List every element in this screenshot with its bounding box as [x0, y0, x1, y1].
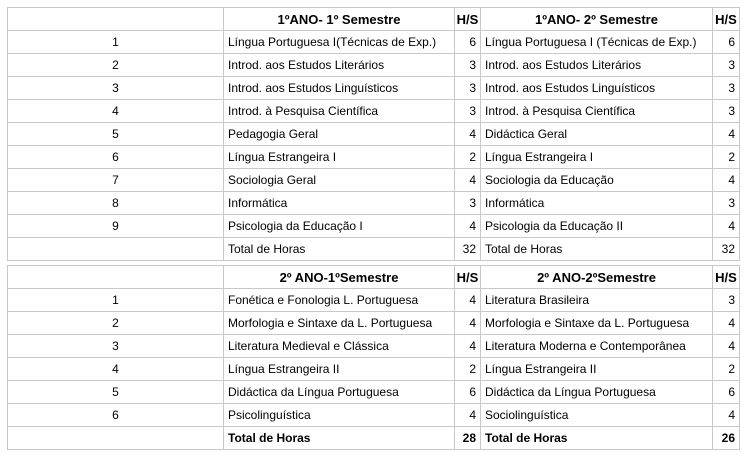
year1-sem1-hs-header[interactable]: H/S	[455, 8, 481, 31]
year1-row-number[interactable]: 4	[8, 100, 224, 123]
year2-sem2-hs-header[interactable]: H/S	[713, 266, 740, 289]
table-row	[8, 358, 740, 381]
year2-sem1-hours[interactable]: 4	[455, 404, 481, 427]
year1-sem2-hours[interactable]: 3	[713, 77, 740, 100]
year2-row-number[interactable]: 1	[8, 289, 224, 312]
year1-sem1-hours[interactable]: 3	[455, 192, 481, 215]
year1-sem2-subject[interactable]: Sociologia da Educação	[481, 169, 713, 192]
year1-sem1-subject[interactable]: Pedagogia Geral	[224, 123, 455, 146]
year1-sem2-total-hours[interactable]: 32	[713, 238, 740, 261]
year1-sem1-hours[interactable]: 3	[455, 77, 481, 100]
year1-sem1-subject[interactable]: Sociologia Geral	[224, 169, 455, 192]
year2-sem2-total-label[interactable]: Total de Horas	[481, 427, 713, 450]
year1-sem2-hours[interactable]: 4	[713, 169, 740, 192]
year2-sem2-subject[interactable]: Morfologia e Sintaxe da L. Portuguesa	[481, 312, 713, 335]
year2-sem1-subject[interactable]: Fonética e Fonologia L. Portuguesa	[224, 289, 455, 312]
year2-header-row	[8, 266, 740, 289]
year1-sem2-total-label[interactable]: Total de Horas	[481, 238, 713, 261]
year1-row-number[interactable]: 5	[8, 123, 224, 146]
year1-row-number[interactable]: 7	[8, 169, 224, 192]
year1-header-row	[8, 8, 740, 31]
year1-sem1-hours[interactable]: 4	[455, 215, 481, 238]
year2-sem1-subject[interactable]: Didáctica da Língua Portuguesa	[224, 381, 455, 404]
year2-total-empty[interactable]	[8, 427, 224, 450]
year1-sem1-hours[interactable]: 2	[455, 146, 481, 169]
year1-row-number[interactable]: 1	[8, 31, 224, 54]
year1-sem2-subject[interactable]: Língua Portuguesa I (Técnicas de Exp.)	[481, 31, 713, 54]
year2-sem2-hours[interactable]: 4	[713, 404, 740, 427]
year2-row-number[interactable]: 4	[8, 358, 224, 381]
year2-sem2-hours[interactable]: 6	[713, 381, 740, 404]
year1-sem1-hours[interactable]: 4	[455, 169, 481, 192]
year1-sem2-hours[interactable]: 6	[713, 31, 740, 54]
year2-sem1-hours[interactable]: 4	[455, 289, 481, 312]
year1-row-number[interactable]: 8	[8, 192, 224, 215]
year1-sem1-total-label[interactable]: Total de Horas	[224, 238, 455, 261]
year2-sem2-hours[interactable]: 3	[713, 289, 740, 312]
year2-total-row	[8, 427, 740, 450]
year1-sem1-subject[interactable]: Introd. aos Estudos Literários	[224, 54, 455, 77]
table-row	[8, 404, 740, 427]
year1-sem2-subject[interactable]: Introd. à Pesquisa Científica	[481, 100, 713, 123]
year2-sem1-header[interactable]: 2º ANO-1ºSemestre	[224, 266, 455, 289]
table-row	[8, 192, 740, 215]
year1-sem2-hours[interactable]: 3	[713, 54, 740, 77]
table-row	[8, 146, 740, 169]
table-row	[8, 335, 740, 358]
year2-sem1-subject[interactable]: Literatura Medieval e Clássica	[224, 335, 455, 358]
curriculum-sheet	[7, 7, 740, 450]
year1-sem1-hours[interactable]: 3	[455, 54, 481, 77]
table-row	[8, 54, 740, 77]
year2-sem2-subject[interactable]: Didáctica da Língua Portuguesa	[481, 381, 713, 404]
year1-row-number[interactable]: 2	[8, 54, 224, 77]
year1-sem2-hours[interactable]: 2	[713, 146, 740, 169]
year1-sem2-header[interactable]: 1ºANO- 2º Semestre	[481, 8, 713, 31]
year2-sem2-subject[interactable]: Literatura Moderna e Contemporânea	[481, 335, 713, 358]
year1-sem2-subject[interactable]: Informática	[481, 192, 713, 215]
year2-sem2-total-hours[interactable]: 26	[713, 427, 740, 450]
table-row	[8, 169, 740, 192]
year1-sem2-subject[interactable]: Psicologia da Educação II	[481, 215, 713, 238]
table-row	[8, 381, 740, 404]
year1-total-row	[8, 238, 740, 261]
year1-row-number[interactable]: 6	[8, 146, 224, 169]
year1-sem1-hours[interactable]: 4	[455, 123, 481, 146]
year1-section	[8, 8, 740, 261]
year2-sem1-total-label[interactable]: Total de Horas	[224, 427, 455, 450]
table-row	[8, 312, 740, 335]
table-row	[8, 215, 740, 238]
year2-row-number[interactable]: 2	[8, 312, 224, 335]
year2-sem1-hours[interactable]: 4	[455, 312, 481, 335]
year2-sem1-subject[interactable]: Língua Estrangeira II	[224, 358, 455, 381]
year2-sem2-subject[interactable]: Literatura Brasileira	[481, 289, 713, 312]
year1-sem2-subject[interactable]: Didáctica Geral	[481, 123, 713, 146]
year2-row-number[interactable]: 6	[8, 404, 224, 427]
table-row	[8, 123, 740, 146]
year2-sem1-subject[interactable]: Morfologia e Sintaxe da L. Portuguesa	[224, 312, 455, 335]
table-row	[8, 100, 740, 123]
table-row	[8, 31, 740, 54]
year1-sem1-hours[interactable]: 3	[455, 100, 481, 123]
year1-sem1-subject[interactable]: Língua Estrangeira I	[224, 146, 455, 169]
year1-sem1-subject[interactable]: Informática	[224, 192, 455, 215]
year1-row-number[interactable]: 9	[8, 215, 224, 238]
year1-sem2-subject[interactable]: Língua Estrangeira I	[481, 146, 713, 169]
year2-sem1-hs-header[interactable]: H/S	[455, 266, 481, 289]
year2-sem1-hours[interactable]: 4	[455, 335, 481, 358]
year1-sem1-hours[interactable]: 6	[455, 31, 481, 54]
year1-sem2-hs-header[interactable]: H/S	[713, 8, 740, 31]
year1-header-empty[interactable]	[8, 8, 224, 31]
year2-section	[8, 266, 740, 450]
year2-sem2-header[interactable]: 2º ANO-2ºSemestre	[481, 266, 713, 289]
year1-sem2-hours[interactable]: 4	[713, 123, 740, 146]
year1-row-number[interactable]: 3	[8, 77, 224, 100]
year2-sem2-subject[interactable]: Sociolinguística	[481, 404, 713, 427]
year2-sem2-hours[interactable]: 4	[713, 335, 740, 358]
year1-sem1-subject[interactable]: Introd. à Pesquisa Científica	[224, 100, 455, 123]
year1-sem2-hours[interactable]: 4	[713, 215, 740, 238]
year1-sem1-header[interactable]: 1ºANO- 1º Semestre	[224, 8, 455, 31]
year2-sem2-subject[interactable]: Língua Estrangeira II	[481, 358, 713, 381]
table-row	[8, 289, 740, 312]
year2-row-number[interactable]: 5	[8, 381, 224, 404]
table-row	[8, 77, 740, 100]
year2-row-number[interactable]: 3	[8, 335, 224, 358]
year1-sem1-subject[interactable]: Psicologia da Educação I	[224, 215, 455, 238]
year2-header-empty[interactable]	[8, 266, 224, 289]
year2-sem2-hours[interactable]: 4	[713, 312, 740, 335]
year2-sem1-hours[interactable]: 6	[455, 381, 481, 404]
year1-sem1-total-hours[interactable]: 32	[455, 238, 481, 261]
year1-sem2-subject[interactable]: Introd. aos Estudos Literários	[481, 54, 713, 77]
year1-sem2-subject[interactable]: Introd. aos Estudos Linguísticos	[481, 77, 713, 100]
year1-sem1-subject[interactable]: Língua Portuguesa I(Técnicas de Exp.)	[224, 31, 455, 54]
year1-sem1-subject[interactable]: Introd. aos Estudos Linguísticos	[224, 77, 455, 100]
year1-total-empty[interactable]	[8, 238, 224, 261]
year2-sem2-hours[interactable]: 2	[713, 358, 740, 381]
year1-sem2-hours[interactable]: 3	[713, 192, 740, 215]
year2-sem1-hours[interactable]: 2	[455, 358, 481, 381]
year1-sem2-hours[interactable]: 3	[713, 100, 740, 123]
year2-sem1-total-hours[interactable]: 28	[455, 427, 481, 450]
curriculum-table	[7, 7, 740, 450]
year2-sem1-subject[interactable]: Psicolinguística	[224, 404, 455, 427]
